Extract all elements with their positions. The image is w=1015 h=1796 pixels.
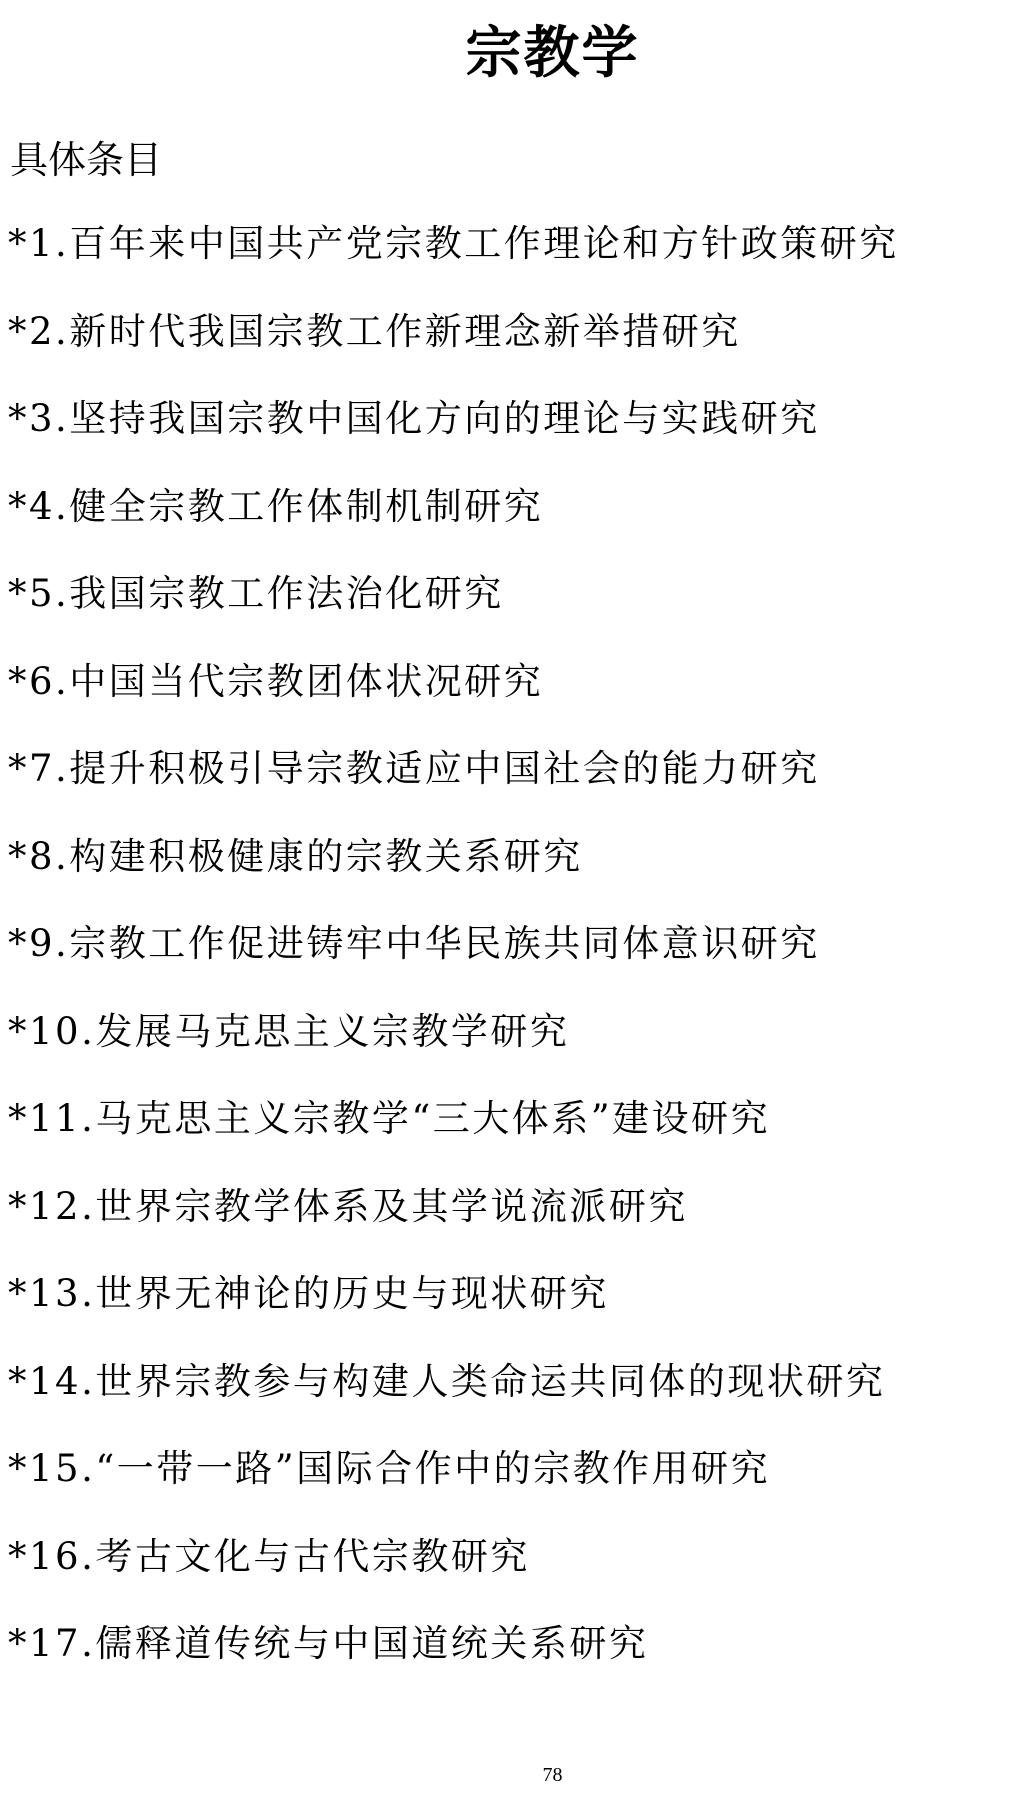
- list-item: *1.百年来中国共产党宗教工作理论和方针政策研究: [8, 222, 899, 265]
- list-item: *5.我国宗教工作法治化研究: [8, 572, 504, 615]
- list-item: *16.考古文化与古代宗教研究: [8, 1534, 530, 1578]
- list-item: *3.坚持我国宗教中国化方向的理论与实践研究: [8, 397, 820, 440]
- page-title: 宗教学: [465, 21, 640, 86]
- list-item: *10.发展马克思主义宗教学研究: [8, 1009, 570, 1053]
- list-item: *13.世界无神论的历史与现状研究: [8, 1272, 609, 1315]
- item-list: [8, 212, 1008, 1700]
- list-item: *2.新时代我国宗教工作新理念新举措研究: [8, 309, 741, 353]
- list-item: *8.构建积极健康的宗教关系研究: [8, 834, 583, 878]
- list-item: *4.健全宗教工作体制机制研究: [8, 484, 544, 528]
- page-number: 78: [542, 1764, 563, 1786]
- list-item: *7.提升积极引导宗教适应中国社会的能力研究: [8, 747, 820, 790]
- list-item: *14.世界宗教参与构建人类命运共同体的现状研究: [8, 1359, 886, 1403]
- list-item: *15.“一带一路”国际合作中的宗教作用研究: [8, 1447, 771, 1490]
- list-item: *6.中国当代宗教团体状况研究: [8, 659, 544, 703]
- list-item: *17.儒释道传统与中国道统关系研究: [8, 1622, 649, 1665]
- list-item: *11.马克思主义宗教学“三大体系”建设研究: [8, 1097, 771, 1140]
- list-item: *12.世界宗教学体系及其学说流派研究: [8, 1184, 688, 1228]
- section-heading: 具体条目: [10, 138, 163, 182]
- list-item: *9.宗教工作促进铸牢中华民族共同体意识研究: [8, 922, 820, 965]
